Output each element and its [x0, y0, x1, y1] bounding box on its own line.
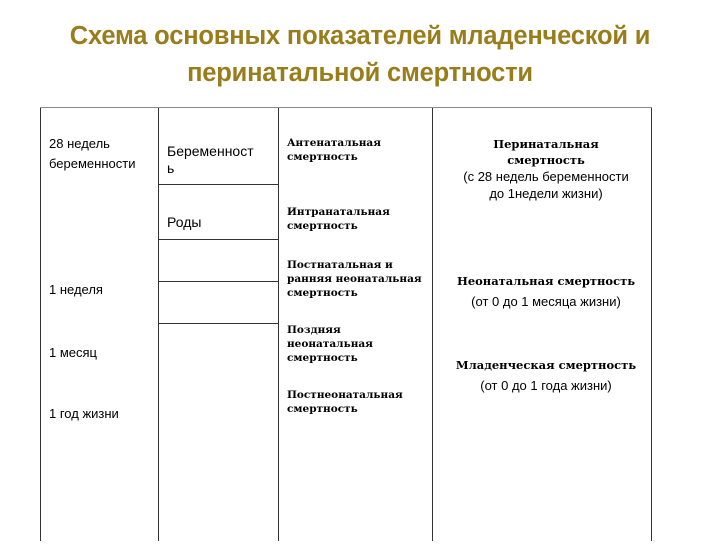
row-divider-1 — [158, 184, 278, 185]
period-birth: Роды — [167, 214, 202, 230]
perinatal-mortality: Перинатальная смертность (с 28 недель беременности до 1недели жизни) — [463, 137, 629, 201]
page-title — [40, 18, 680, 92]
postneonatal-mortality: Постнеонатальная смертность — [287, 389, 403, 415]
column-divider-2 — [278, 108, 279, 541]
column-divider-1 — [158, 108, 159, 541]
label-28-weeks: 28 недель беременности — [49, 136, 136, 171]
label-1-month: 1 месяц — [49, 345, 97, 360]
label-1-week: 1 неделя — [49, 282, 103, 297]
label-1-year: 1 год жизни — [49, 406, 119, 421]
row-divider-3 — [158, 281, 278, 282]
intranatal-mortality: Интранатальная смертность — [287, 206, 390, 232]
late-neonatal-mortality: Поздняя неонатальная смертность — [287, 324, 373, 364]
table-border-left — [40, 108, 41, 541]
neonatal-mortality: Неонатальная смертность (от 0 до 1 месяца жизни) — [456, 274, 636, 309]
title-line-2: перинатальной смертности — [187, 59, 533, 87]
column-divider-3 — [432, 108, 433, 541]
row-divider-4 — [158, 323, 278, 324]
antenatal-mortality: Антенатальная смертность — [287, 137, 381, 163]
period-pregnancy: Беременност ь — [167, 143, 254, 176]
title-line-1: Схема основных показателей младенческой и — [69, 22, 651, 50]
row-divider-2 — [158, 239, 278, 240]
infant-mortality: Младенческая смертность (от 0 до 1 года жизни) — [455, 358, 637, 393]
mortality-table — [40, 107, 652, 548]
postnatal-early-neonatal-mortality: Постнатальная и ранняя неонатальная смертность — [287, 259, 422, 299]
